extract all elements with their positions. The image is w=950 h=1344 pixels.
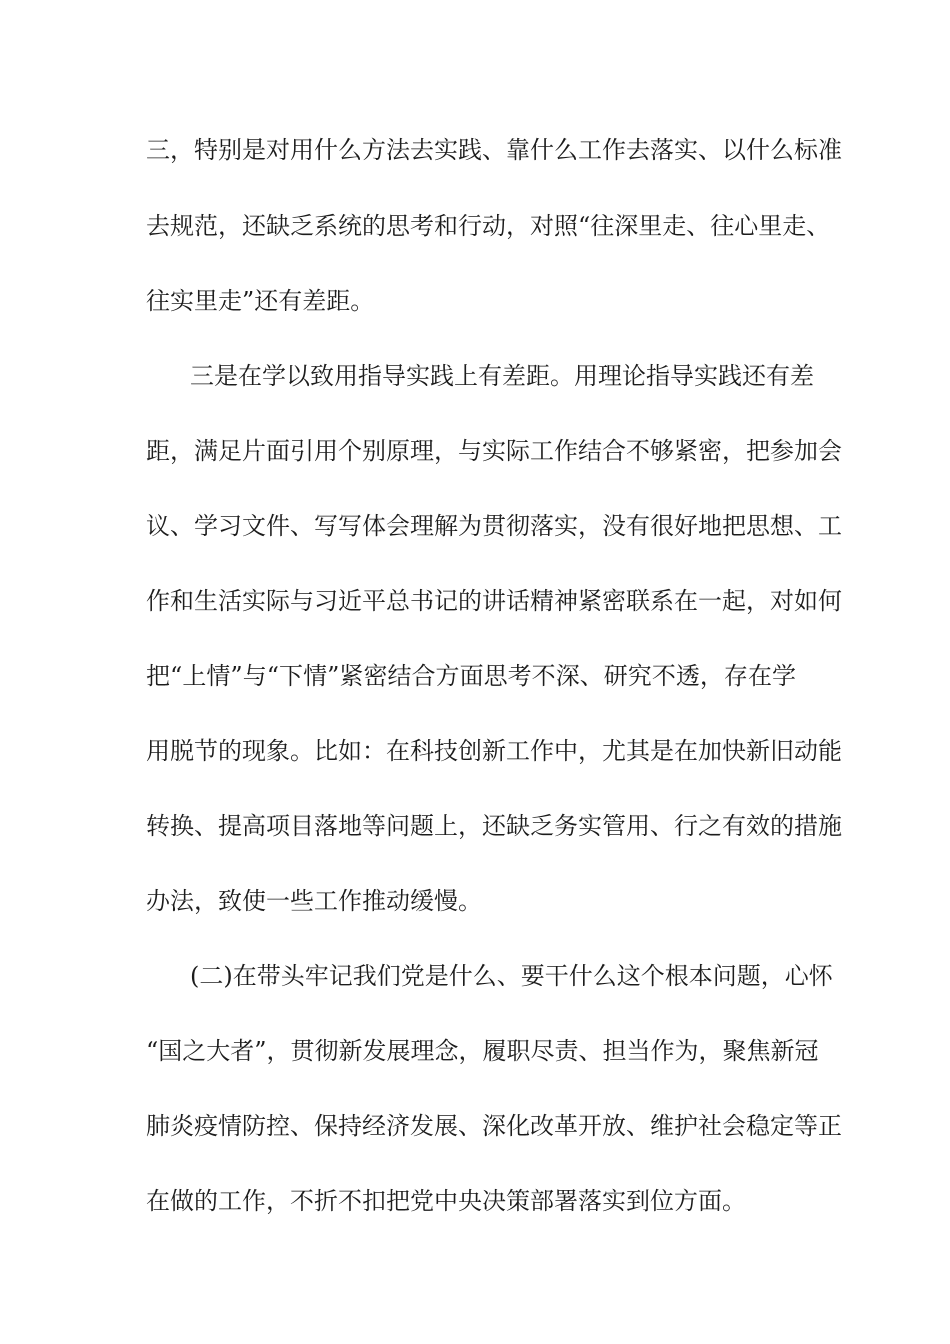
text-line-12: (二)在带头牢记我们党是什么、要干什么这个根本问题，心怀 [190,962,833,990]
text-line-14: 肺炎疫情防控、保持经济发展、深化改革开放、维护社会稳定等正 [146,1112,842,1140]
text-line-10: 转换、提高项目落地等问题上，还缺乏务实管用、行之有效的措施 [146,812,842,840]
text-line-15: 在做的工作，不折不扣把党中央决策部署落实到位方面。 [146,1187,746,1215]
text-line-1: 三，特别是对用什么方法去实践、靠什么工作去落实、以什么标准 [146,136,842,164]
text-line-6: 议、学习文件、写写体会理解为贯彻落实，没有很好地把思想、工 [146,512,842,540]
text-line-5: 距，满足片面引用个别原理，与实际工作结合不够紧密，把参加会 [146,437,842,465]
text-line-7: 作和生活实际与习近平总书记的讲话精神紧密联系在一起，对如何 [146,587,842,615]
text-line-3: 往实里走”还有差距。 [146,287,375,315]
text-line-9: 用脱节的现象。比如：在科技创新工作中，尤其是在加快新旧动能 [146,737,842,765]
text-line-11: 办法，致使一些工作推动缓慢。 [146,887,482,915]
text-line-2: 去规范，还缺乏系统的思考和行动，对照“往深里走、往心里走、 [146,212,831,240]
text-line-13: “国之大者”，贯彻新发展理念，履职尽责、担当作为，聚焦新冠 [146,1037,819,1065]
text-line-8: 把“上情”与“下情”紧密结合方面思考不深、研究不透，存在学 [146,662,796,690]
text-line-4: 三是在学以致用指导实践上有差距。用理论指导实践还有差 [190,362,814,390]
